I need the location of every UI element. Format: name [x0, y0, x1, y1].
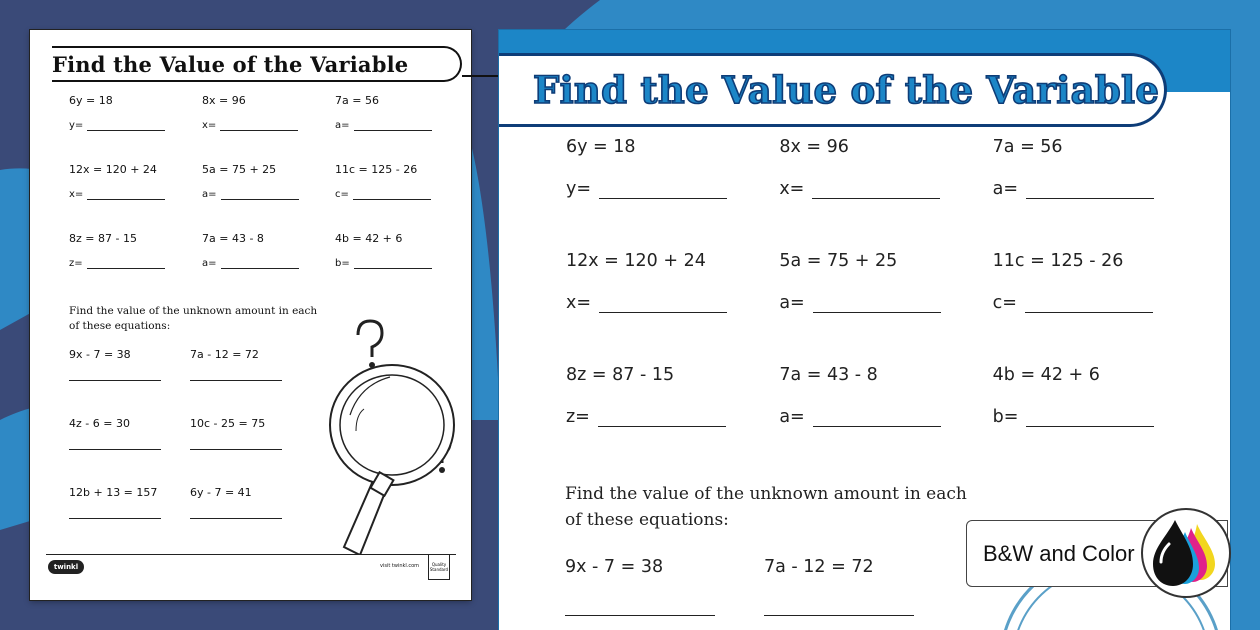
bw-problem-row — [69, 94, 449, 163]
color-problem — [566, 135, 779, 249]
color-answer-blank — [565, 601, 715, 616]
color-variable-label: y= — [566, 179, 592, 199]
color-unknown — [565, 557, 764, 616]
bw-instructions — [69, 304, 349, 334]
color-variable-label: a= — [779, 407, 805, 427]
color-unknown-equation: 7a - 12 = 72 — [764, 557, 874, 577]
bw-answer-blank — [190, 443, 282, 450]
bw-unknown-equation: 12b + 13 = 157 — [69, 486, 158, 499]
bw-equation: 7a = 56 — [335, 94, 379, 107]
bw-variable-label: z= — [69, 258, 83, 269]
bw-unknowns-row — [69, 417, 311, 486]
color-answer-line — [993, 179, 1206, 199]
color-answer-line — [993, 293, 1206, 313]
bw-answer-line — [335, 120, 435, 131]
bw-problem — [202, 94, 335, 163]
bw-unknown-equation: 7a - 12 = 72 — [190, 348, 259, 361]
bw-footer-rule — [46, 554, 456, 555]
bw-worksheet-preview — [30, 30, 471, 600]
bw-problem-row — [69, 232, 449, 301]
bw-answer-line — [202, 120, 335, 131]
bw-answer-line — [335, 189, 435, 200]
color-equation: 8x = 96 — [779, 137, 849, 157]
bw-problem — [335, 94, 435, 163]
bw-title: Find the Value of the Variable — [52, 51, 409, 77]
color-variable-label: a= — [779, 293, 805, 313]
color-unknowns-grid — [565, 557, 963, 616]
bw-equation: 5a = 75 + 25 — [202, 163, 277, 176]
bw-answer-line — [335, 258, 435, 269]
color-problem — [566, 363, 779, 477]
bw-problem-row — [69, 163, 449, 232]
bw-unknown — [190, 348, 311, 417]
color-title-banner — [499, 53, 1167, 127]
bw-title-banner — [52, 46, 462, 82]
magnifying-glass-icon — [320, 315, 470, 555]
bw-problem — [69, 163, 202, 232]
color-variable-label: c= — [992, 293, 1017, 313]
bw-problem — [202, 232, 335, 301]
bw-unknown — [69, 348, 190, 417]
bw-title-rule — [462, 75, 502, 77]
bw-instructions-line1: Find the value of the unknown amount in each — [69, 305, 318, 317]
color-answer-line — [779, 293, 992, 313]
color-answer-line — [993, 407, 1206, 427]
bw-variable-label: a= — [202, 258, 217, 269]
bw-answer-blank — [190, 512, 282, 519]
ink-drops-graphic — [1143, 510, 1229, 596]
bw-variable-label: c= — [335, 189, 349, 200]
color-problem — [779, 249, 992, 363]
color-problem — [993, 363, 1206, 477]
color-problem — [779, 363, 992, 477]
twinkl-logo: twinkl — [48, 560, 84, 574]
bw-equation: 6y = 18 — [69, 94, 113, 107]
color-answer-line — [779, 407, 992, 427]
bw-unknown-equation: 6y - 7 = 41 — [190, 486, 252, 499]
bw-variable-label: x= — [202, 120, 217, 131]
bw-problem — [335, 163, 435, 232]
bw-unknown — [69, 417, 190, 486]
ink-drops-icon — [1141, 508, 1231, 598]
bw-problem-grid — [69, 94, 449, 301]
bw-instructions-line2: of these equations: — [69, 320, 171, 332]
color-answer-line — [566, 293, 779, 313]
bw-variable-label: x= — [69, 189, 84, 200]
badge-label: B&W and Color — [983, 541, 1135, 566]
bw-variable-label: b= — [335, 258, 350, 269]
color-variable-label: b= — [992, 407, 1019, 427]
color-answer-line — [779, 179, 992, 199]
color-equation: 4b = 42 + 6 — [992, 365, 1100, 385]
bw-answer-blank — [190, 374, 282, 381]
bw-equation: 4b = 42 + 6 — [335, 232, 403, 245]
color-unknowns-row — [565, 557, 963, 616]
bw-unknowns-row — [69, 486, 311, 555]
color-variable-label: a= — [992, 179, 1019, 199]
color-equation: 12x = 120 + 24 — [566, 251, 706, 271]
color-instructions — [565, 481, 1005, 533]
bw-problem — [335, 232, 435, 301]
color-answer-blank — [764, 601, 914, 616]
color-variable-label: x= — [779, 179, 805, 199]
color-problem-grid — [566, 135, 1206, 477]
color-problem-row — [566, 249, 1206, 363]
bw-answer-line — [69, 120, 202, 131]
bw-answer-blank — [69, 374, 161, 381]
bw-variable-label: a= — [202, 189, 217, 200]
color-problem — [993, 135, 1206, 249]
bw-problem — [202, 163, 335, 232]
bw-answer-blank — [69, 512, 161, 519]
bw-equation: 8z = 87 - 15 — [69, 232, 137, 245]
color-unknown-equation: 9x - 7 = 38 — [565, 557, 664, 577]
color-variable-label: z= — [566, 407, 590, 427]
bw-equation: 12x = 120 + 24 — [69, 163, 157, 176]
bw-answer-line — [202, 258, 335, 269]
bw-equation: 7a = 43 - 8 — [202, 232, 264, 245]
bw-unknown-equation: 10c - 25 = 75 — [190, 417, 266, 430]
bw-answer-blank — [69, 443, 161, 450]
color-answer-line — [566, 407, 779, 427]
color-problem — [566, 249, 779, 363]
color-variable-label: x= — [566, 293, 592, 313]
bw-unknown — [190, 486, 311, 555]
bw-problem — [69, 94, 202, 163]
color-equation: 7a = 43 - 8 — [779, 365, 878, 385]
color-instructions-line2: of these equations: — [565, 510, 729, 530]
bw-variable-label: a= — [335, 120, 350, 131]
bw-unknown-equation: 4z - 6 = 30 — [69, 417, 130, 430]
color-problem — [993, 249, 1206, 363]
bw-unknown-equation: 9x - 7 = 38 — [69, 348, 131, 361]
color-equation: 11c = 125 - 26 — [992, 251, 1124, 271]
bw-equation: 11c = 125 - 26 — [335, 163, 418, 176]
bw-unknown — [69, 486, 190, 555]
color-equation: 5a = 75 + 25 — [779, 251, 898, 271]
bw-answer-line — [69, 258, 202, 269]
color-equation: 7a = 56 — [992, 137, 1063, 157]
bw-problem — [69, 232, 202, 301]
color-problem-row — [566, 363, 1206, 477]
color-title: Find the Value of the Variable — [533, 68, 1160, 112]
bw-answer-line — [69, 189, 202, 200]
color-problem — [779, 135, 992, 249]
bw-variable-label: y= — [69, 120, 84, 131]
bw-unknowns-grid — [69, 348, 311, 555]
bw-unknowns-row — [69, 348, 311, 417]
color-unknown — [764, 557, 963, 616]
color-instructions-line1: Find the value of the unknown amount in each — [565, 484, 967, 504]
color-problem-row — [566, 135, 1206, 249]
quality-badge: Quality Standard — [428, 554, 450, 580]
bw-unknown — [190, 417, 311, 486]
color-equation: 8z = 87 - 15 — [566, 365, 675, 385]
color-answer-line — [566, 179, 779, 199]
bw-equation: 8x = 96 — [202, 94, 246, 107]
color-equation: 6y = 18 — [566, 137, 636, 157]
bw-answer-line — [202, 189, 335, 200]
footer-url: visit twinkl.com — [380, 563, 420, 569]
